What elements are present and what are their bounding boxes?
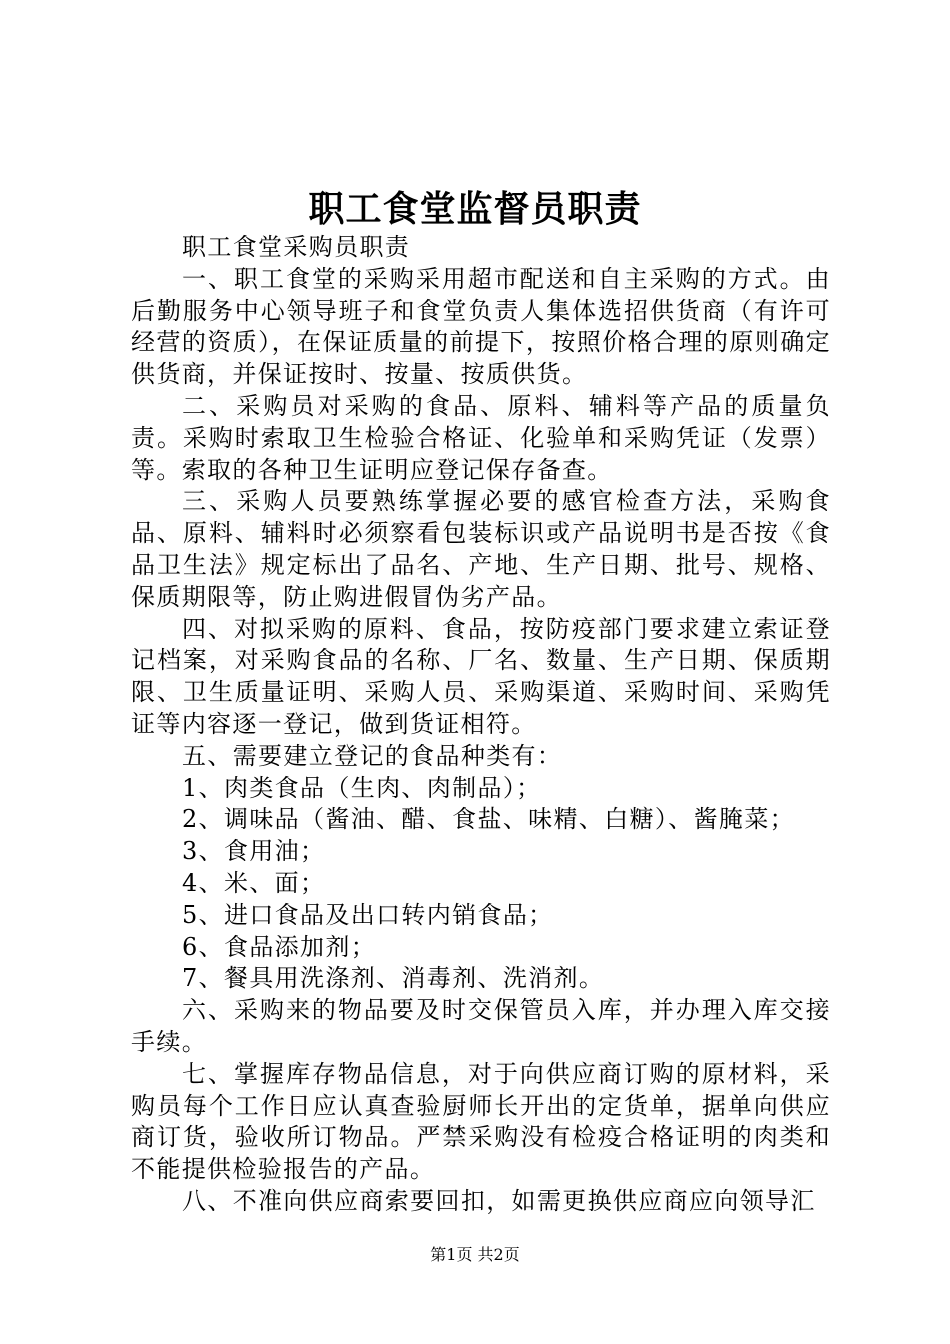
list-item: 1、肉类食品（生肉、肉制品）； <box>182 773 542 802</box>
paragraph-item-5: 五、需要建立登记的食品种类有： <box>182 741 563 770</box>
paragraph-subtitle: 职工食堂采购员职责 <box>182 233 411 261</box>
list-item: 3、食用油； <box>182 837 326 866</box>
paragraph-item-3: 三、采购人员要熟练掌握必要的感官检查方法，采购食品、原料、辅料时必须察看包装标识或产品说明书是否按《食品卫生法》规定标出了品名、产地、生产日期、批号、规格、保质期限等，防止购进假冒伪劣产品。 <box>131 487 831 611</box>
list-item: 7、餐具用洗涤剂、消毒剂、洗消剂。 <box>182 964 605 993</box>
paragraph-item-6: 六、采购来的物品要及时交保管员入库，并办理入库交接手续。 <box>131 996 831 1056</box>
document-title: 职工食堂监督员职责 <box>308 188 642 230</box>
list-item: 6、食品添加剂； <box>182 932 377 961</box>
paragraph-item-4: 四、对拟采购的原料、食品，按防疫部门要求建立索证登记档案，对采购食品的名称、厂名、数量、生产日期、保质期限、卫生质量证明、采购人员、采购渠道、采购时间、采购凭证等内容逐一登记，做到货证相符。 <box>131 614 831 738</box>
paragraph-item-7: 七、掌握库存物品信息，对于向供应商订购的原材料，采购员每个工作日应认真查验厨师长开出的定货单，据单向供应商订货，验收所订物品。严禁采购没有检疫合格证明的肉类和不能提供检验报告的产品。 <box>131 1059 831 1184</box>
document-body <box>131 232 831 1218</box>
page-number-footer: 第1页 共2页 <box>430 1245 520 1264</box>
paragraph-item-8: 八、不准向供应商索要回扣，如需更换供应商应向领导汇 <box>182 1186 816 1215</box>
list-item: 2、调味品（酱油、醋、食盐、味精、白糖）、酱腌菜； <box>182 805 796 834</box>
paragraph-item-2: 二、采购员对采购的食品、原料、辅料等产品的质量负责。采购时索取卫生检验合格证、化验单和采购凭证（发票）等。索取的各种卫生证明应登记保存备查。 <box>131 391 831 484</box>
list-item: 5、进口食品及出口转内销食品； <box>182 900 554 929</box>
list-item: 4、米、面； <box>182 868 326 897</box>
paragraph-item-1: 一、职工食堂的采购采用超市配送和自主采购的方式。由后勤服务中心领导班子和食堂负责人集体选招供货商（有许可经营的资质），在保证质量的前提下，按照价格合理的原则确定供货商，并保证按时、按量、按质供货。 <box>131 264 831 389</box>
